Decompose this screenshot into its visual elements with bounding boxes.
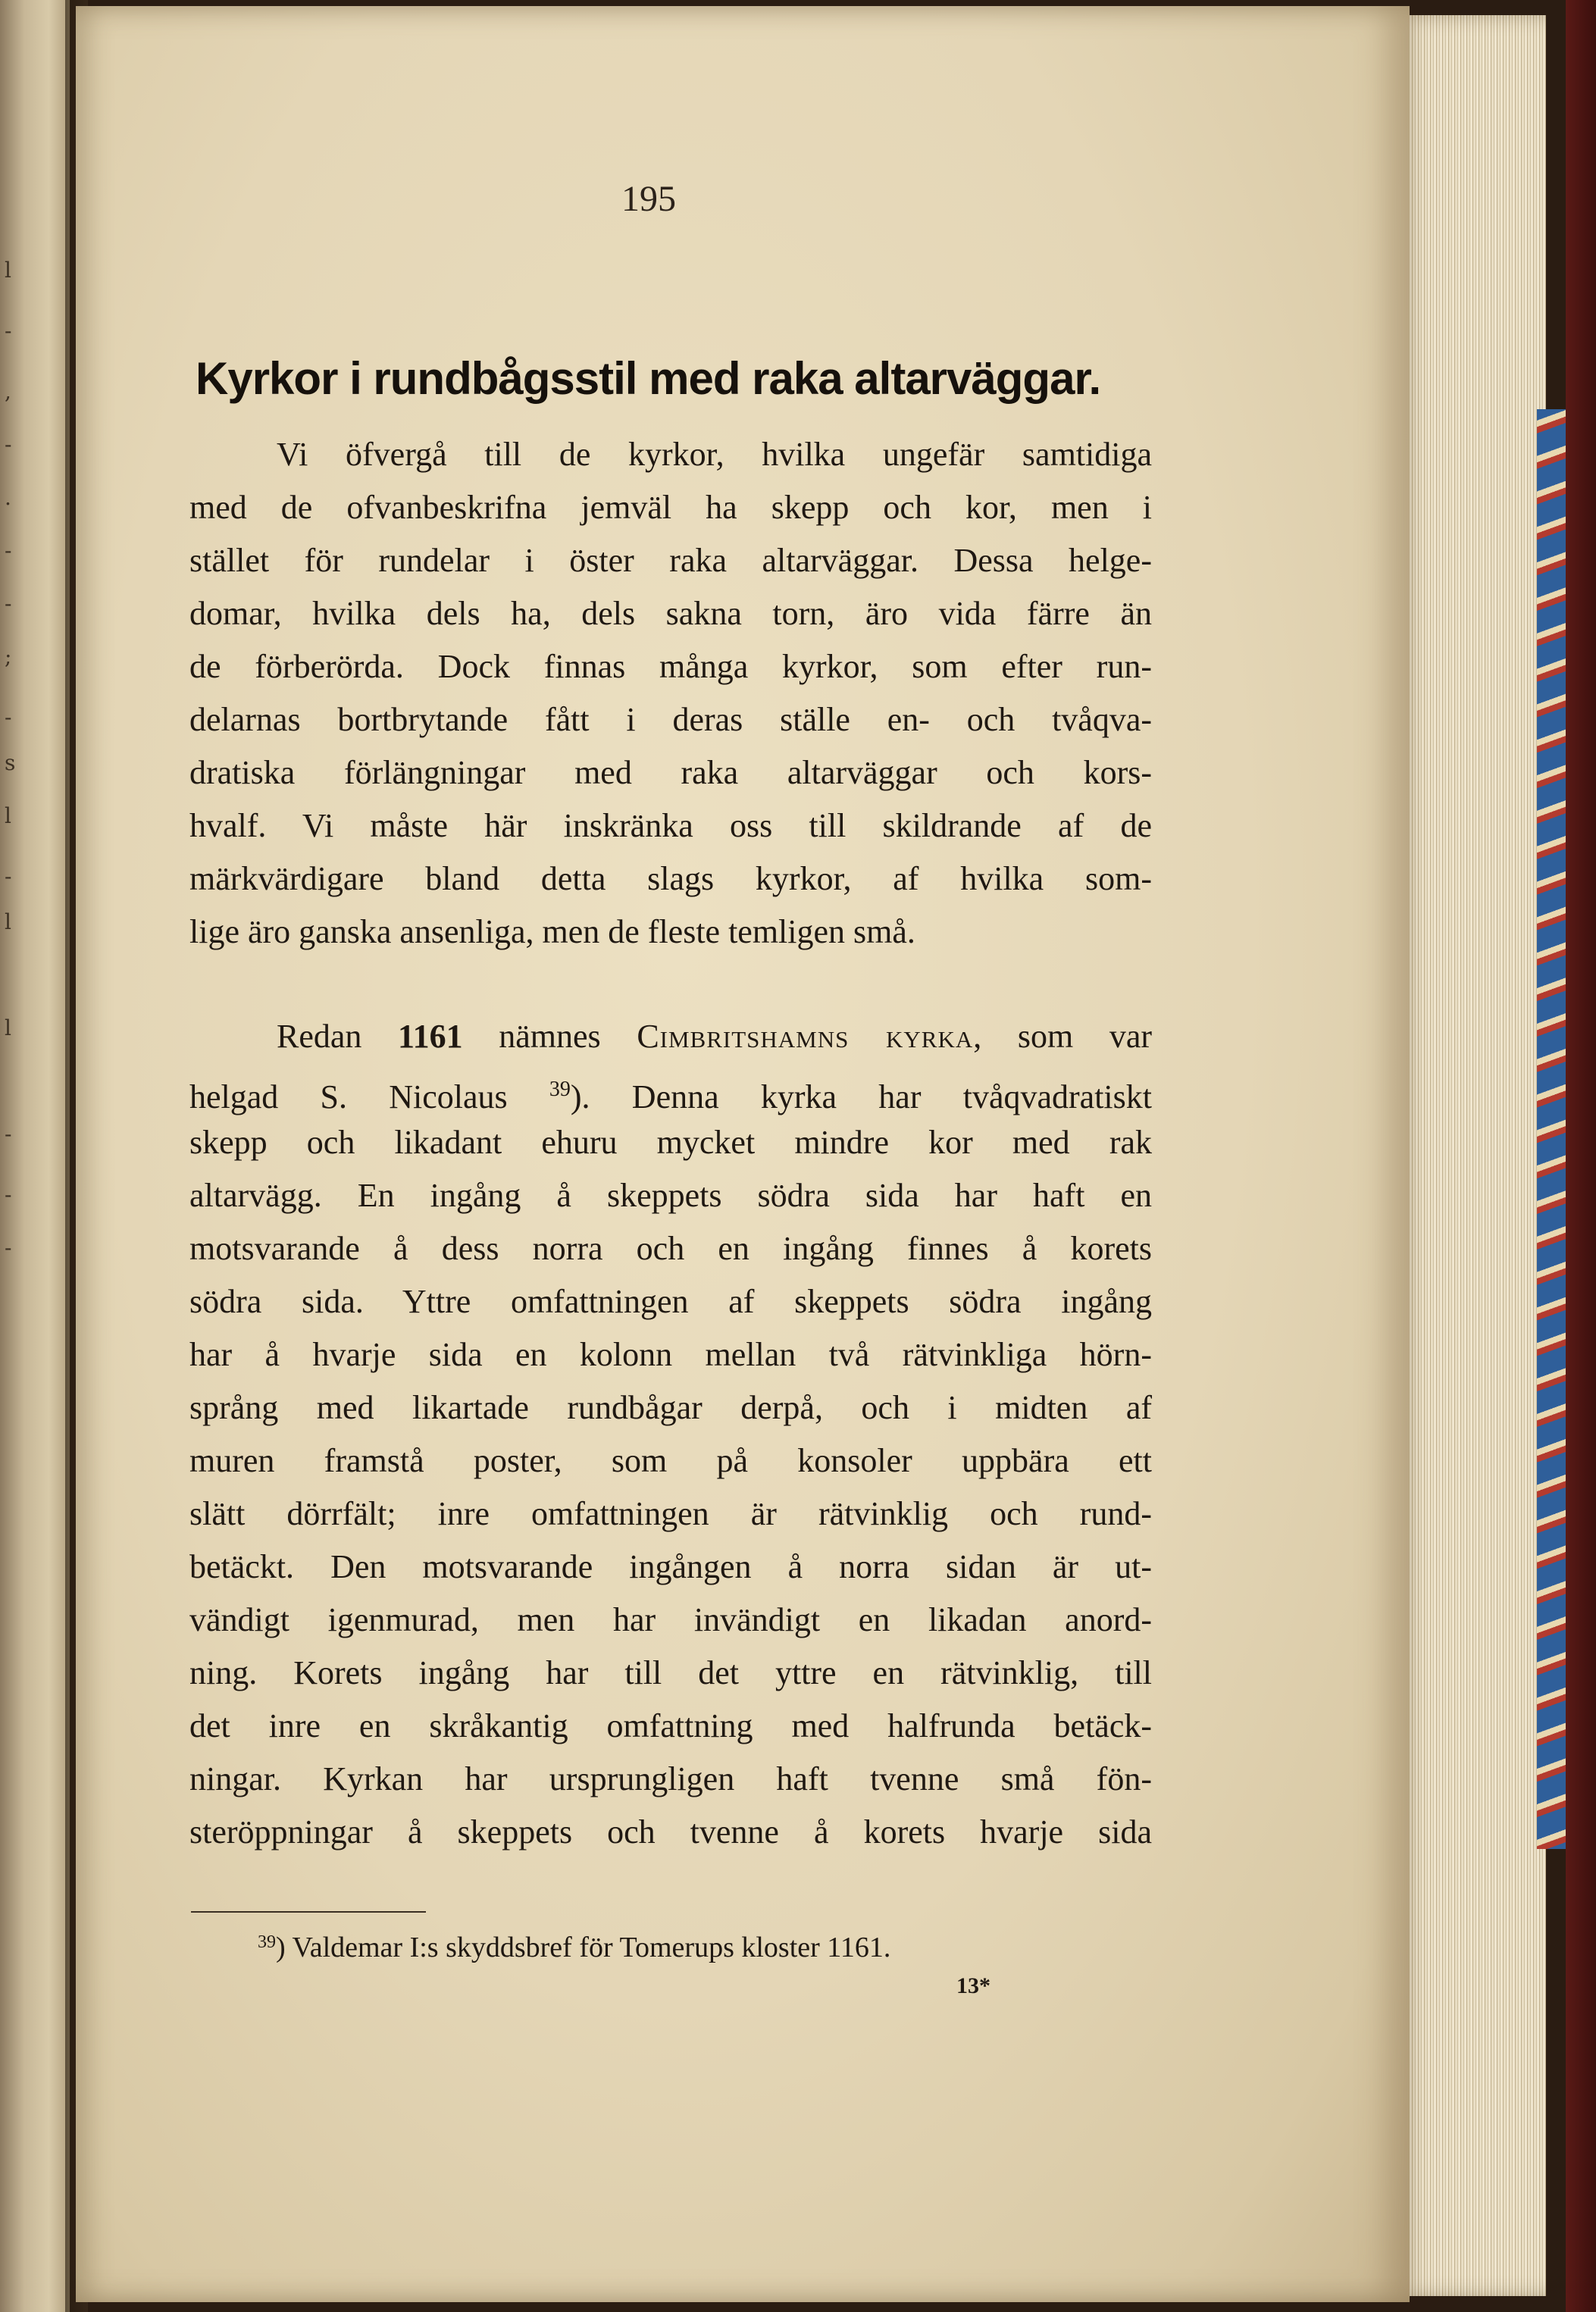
signature-mark: 13* [956,1973,990,1998]
text-line: märkvärdigare bland detta slags kyrkor, af hvilka som- [189,860,1152,897]
text-line: domar, hvilka dels ha, dels sakna torn, äro vida färre än [189,595,1152,632]
text-line [189,1063,1152,1116]
margin-mark: - [5,1122,12,1147]
margin-mark: - [5,864,12,889]
margin-mark: - [5,1182,12,1207]
text-line: skepp och likadant ehuru mycket mindre kor med rak [189,1124,1152,1161]
footnote-number: 39 [258,1932,276,1952]
text-line: betäckt. Den motsvarande ingången å norra sidan är ut- [189,1548,1152,1585]
margin-mark: - [5,705,12,730]
footnote-text: ) Valdemar I:s skyddsbref för Tomerups kloster 1161. [276,1932,891,1963]
text-line: stället för rundelar i öster raka altarväggar. Dessa helge- [189,542,1152,579]
paragraph-1 [189,428,1152,959]
text-line: hvalf. Vi måste här inskränka oss till skildrande af de [189,807,1152,844]
margin-mark: - [5,1235,12,1260]
margin-mark: l [5,1015,11,1040]
margin-mark: - [5,591,12,616]
text-span: helgad S. Nicolaus [189,1078,508,1115]
year: 1161 [398,1018,463,1055]
text-line [189,1010,1152,1063]
text-span: Redan [277,1018,362,1055]
margin-mark: l [5,803,11,828]
footnote-reference: 39 [549,1078,571,1101]
footnote-rule [191,1911,426,1913]
text-line: ning. Korets ingång har till det yttre en rätvinklig, till [189,1654,1152,1691]
text-line: har å hvarje sida en kolonn mellan två rätvinkliga hörn- [189,1336,1152,1373]
page-number: 195 [621,179,676,219]
church-name: Cimbritshamns kyrka [637,1018,974,1055]
margin-mark: - [5,538,12,563]
text-span: , som var [973,1018,1153,1055]
margin-mark: ; [5,644,12,669]
text-line: de förberörda. Dock finnas många kyrkor, som efter run- [189,648,1152,685]
text-line: muren framstå poster, som på konsoler uppbära ett [189,1442,1152,1479]
paragraph-2 [189,1010,1152,1859]
margin-mark: . [5,485,11,510]
margin-mark: l [5,258,11,283]
text-span: nämnes [499,1018,601,1055]
text-line: slätt dörrfält; inre omfattningen är rätvinklig och rund- [189,1495,1152,1532]
text-line: delarnas bortbrytande fått i deras ställe en- och tvåqva- [189,701,1152,738]
margin-mark: - [5,318,12,343]
text-line: Vi öfvergå till de kyrkor, hvilka ungefär samtidiga [277,436,1152,473]
margin-mark: l [5,909,11,934]
text-line: vändigt igenmurad, men har invändigt en likadan anord- [189,1601,1152,1638]
margin-mark: s [5,750,16,775]
text-line: södra sida. Yttre omfattningen af skeppets södra ingång [189,1283,1152,1320]
book-cover [1566,0,1596,2312]
text-line: lige äro ganska ansenliga, men de fleste temligen små. [189,913,915,950]
text-span: ). Denna kyrka har tvåqvadratiskt [570,1078,1152,1115]
text-line: altarvägg. En ingång å skeppets södra sida har haft en [189,1177,1152,1214]
text-line: med de ofvanbeskrifna jemväl ha skepp och kor, men i [189,489,1152,526]
text-line: dratiska förlängningar med raka altarväggar och kors- [189,754,1152,791]
text-line: motsvarande å dess norra och en ingång finnes å korets [189,1230,1152,1267]
page-block-edges [1394,15,1546,2296]
text-line: steröppningar å skeppets och tvenne å korets hvarje sida [189,1813,1152,1851]
text-line: ningar. Kyrkan har ursprungligen haft tvenne små fön- [189,1760,1152,1797]
text-line: språng med likartade rundbågar derpå, och i midten af [189,1389,1152,1426]
footnote [258,1931,890,1964]
marbled-edge [1537,409,1567,1849]
margin-mark: - [5,432,12,457]
text-line: det inre en skråkantig omfattning med halfrunda betäck- [189,1707,1152,1744]
previous-page-edge [0,0,70,2312]
margin-mark: , [5,379,11,404]
section-heading: Kyrkor i rundbågsstil med raka altarväggar. [196,353,1101,404]
